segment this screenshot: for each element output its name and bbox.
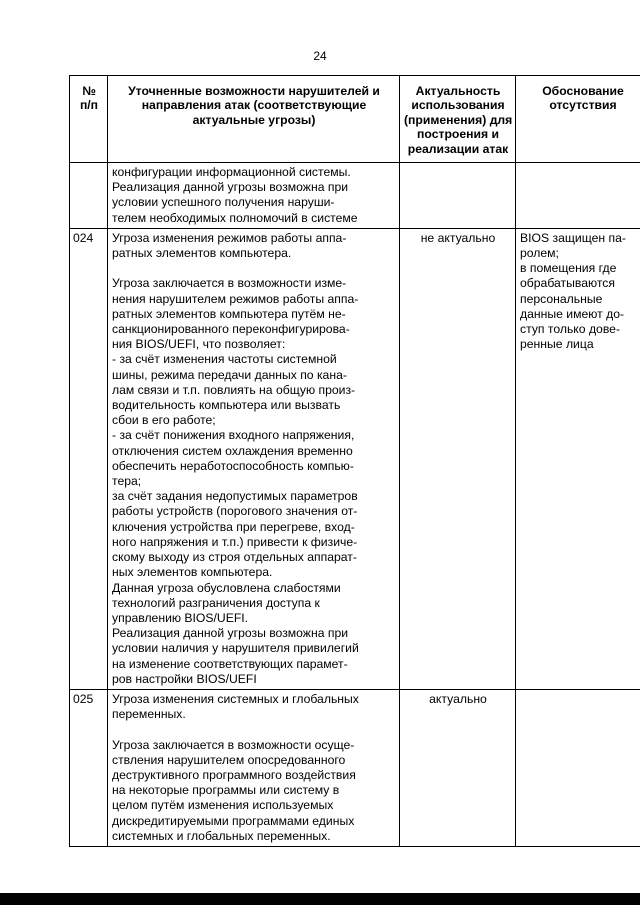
- table-row: [70, 228, 640, 689]
- table-header-row: [70, 76, 640, 163]
- description-line: - за счёт понижения входного напряжения,: [112, 428, 355, 443]
- justification-text: [516, 228, 640, 689]
- justification-line: в помещения где: [520, 261, 617, 276]
- row-number: [70, 163, 108, 229]
- table-row: [70, 163, 640, 229]
- description-line: Реализация данной угрозы возможна при: [112, 180, 349, 195]
- description-line: ных элементов компьютера.: [112, 565, 273, 580]
- description-line: дискредитируемыми программами единых: [112, 813, 355, 828]
- header-text-line: актуальные угрозы): [192, 112, 316, 127]
- paragraph-gap: [112, 722, 396, 737]
- header-text-line: использования: [411, 98, 505, 113]
- justification-line: ренные лица: [520, 337, 594, 352]
- row-number: 025: [70, 689, 108, 846]
- description-line: на изменение соответствующих парамет-: [112, 656, 348, 671]
- header-text-line: построения и: [417, 127, 499, 142]
- header-text-line: направления атак (соответствующие: [141, 98, 367, 113]
- description-line: ратных элементов компьютера.: [112, 246, 292, 261]
- header-text-line: реализации атак: [407, 141, 509, 156]
- page-number: 24: [313, 49, 327, 63]
- description-line: лам связи и т.п. повлиять на общую произ-: [112, 382, 356, 397]
- description-line: на некоторые программы или систему в: [112, 783, 340, 798]
- description-line: отключения систем охлаждения временно: [112, 443, 353, 458]
- description-line: санкционированного переконфигурирова-: [112, 322, 350, 337]
- description-line: ключения устройства при перегреве, вход-: [112, 519, 355, 534]
- justification-line: обрабатываются: [520, 276, 615, 291]
- paragraph-gap: [112, 261, 396, 276]
- threat-description: [108, 228, 400, 689]
- description-line: целом путём изменения используемых: [112, 798, 334, 813]
- threat-description: [108, 163, 400, 229]
- header-threats: [108, 76, 400, 163]
- description-line: управлению BIOS/UEFI.: [112, 610, 249, 625]
- description-line: ного напряжения и т.п.) привести к физиче-: [112, 534, 358, 549]
- description-line: Угроза заключается в возможности изме-: [112, 276, 347, 291]
- relevance-value: актуально: [400, 689, 516, 846]
- description-line: Угроза заключается в возможности осуще-: [112, 737, 355, 752]
- description-line: деструктивного программного воздействия: [112, 767, 356, 782]
- description-line: Реализация данной угрозы возможна при: [112, 626, 349, 641]
- description-line: скому выходу из строя отдельных аппарат-: [112, 550, 357, 565]
- table-row: [70, 689, 640, 846]
- description-line: ратных элементов компьютера путём не-: [112, 306, 346, 321]
- description-line: шины, режима передачи данных по кана-: [112, 367, 347, 382]
- description-line: работы устройств (порогового значения от-: [112, 504, 358, 519]
- justification-line: ступ только дове-: [520, 322, 621, 337]
- header-text-line: Обоснование: [542, 84, 624, 98]
- header-text-line: Актуальность: [415, 84, 501, 98]
- header-text-line: Уточненные возможности нарушителей и: [128, 84, 380, 98]
- description-line: условии наличия у нарушителя привилегий: [112, 641, 359, 656]
- header-text-line: (применения) для: [404, 112, 513, 127]
- header-justification: [516, 76, 640, 163]
- justification-text: [516, 689, 640, 846]
- description-line: ния BIOS/UEFI, что позволяет:: [112, 337, 286, 352]
- description-line: переменных.: [112, 707, 186, 722]
- threat-description: [108, 689, 400, 846]
- justification-text: [516, 163, 640, 229]
- description-line: сбои в его работе;: [112, 413, 216, 428]
- description-line: обеспечить неработоспособность компью-: [112, 458, 354, 473]
- description-line: водительность компьютера или вызвать: [112, 398, 341, 413]
- description-line: за счёт задания недопустимых параметров: [112, 489, 358, 504]
- header-number: [70, 76, 108, 163]
- description-line: технологий разграничения доступа к: [112, 595, 320, 610]
- description-line: Угроза изменения режимов работы аппа-: [112, 230, 347, 245]
- header-text-line: п/п: [79, 98, 99, 113]
- relevance-value: [400, 163, 516, 229]
- description-line: Угроза изменения системных и глобальных: [112, 691, 359, 706]
- description-line: условии успешного получения наруши-: [112, 195, 335, 210]
- justification-line: данные имеют до-: [520, 306, 625, 321]
- description-line: ствления нарушителем опосредованного: [112, 752, 346, 767]
- description-line: нения нарушителем режимов работы аппа-: [112, 291, 359, 306]
- description-line: - за счёт изменения частоты системной: [112, 352, 337, 367]
- justification-line: персональные: [520, 291, 603, 306]
- description-line: телем необходимых полномочий в системе: [112, 210, 358, 225]
- description-line: тера;: [112, 474, 142, 489]
- description-line: Данная угроза обусловлена слабостями: [112, 580, 341, 595]
- scan-bottom-edge: [0, 893, 640, 905]
- relevance-value: не актуально: [400, 228, 516, 689]
- threats-table: [69, 75, 640, 847]
- description-line: ров настройки BIOS/UEFI: [112, 671, 257, 686]
- justification-line: ролем;: [520, 246, 559, 261]
- description-line: конфигурации информационной системы.: [112, 165, 351, 180]
- header-text-line: №: [82, 84, 96, 98]
- header-relevance: [400, 76, 516, 163]
- description-line: системных и глобальных переменных.: [112, 828, 331, 843]
- header-text-line: отсутствия: [549, 98, 617, 113]
- row-number: 024: [70, 228, 108, 689]
- justification-line: BIOS защищен па-: [520, 230, 626, 245]
